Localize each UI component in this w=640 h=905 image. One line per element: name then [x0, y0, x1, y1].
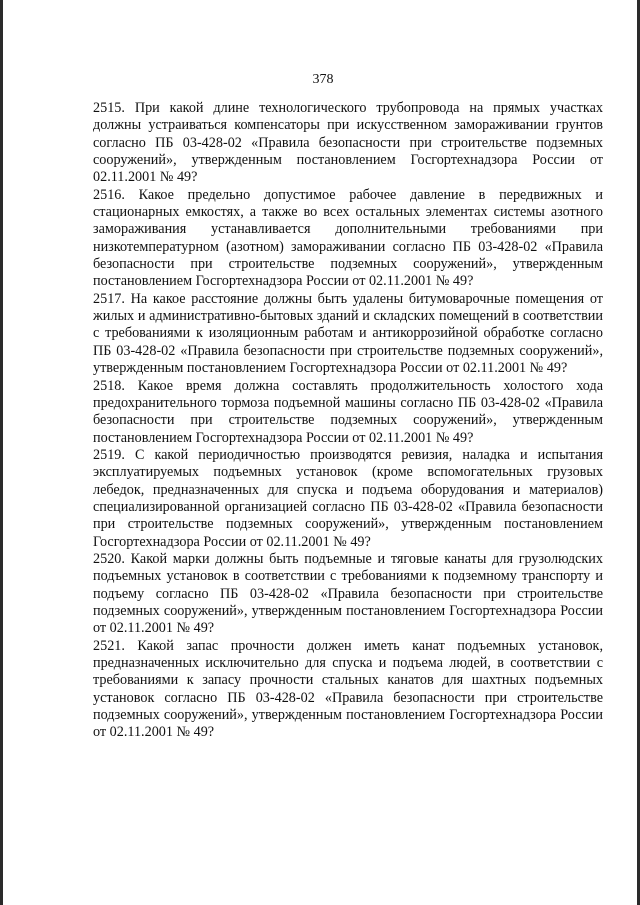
question-2516: 2516. Какое предельно допустимое рабочее давление в передвижных и стационарных емкостях, а также во всех остальных элементах системы азотного замораживания устанавливается дополнительными требованиями при низкотемпературном (азотном) замораживании согласно ПБ 03-428-02 «Правила безопасности при строительстве подземных сооружений», утвержденным постановлением Госгортехнадзора России от 02.11.2001 № 49?	[93, 186, 603, 290]
question-2515: 2515. При какой длине технологического трубопровода на прямых участках должны устраиваться компенсаторы при искусственном замораживании грунтов согласно ПБ 03-428-02 «Правила безопасности при строительстве подземных сооружений», утвержденным постановлением Госгортехнадзора России от 02.11.2001 № 49?	[93, 100, 603, 186]
question-2519: 2519. С какой периодичностью производятся ревизия, наладка и испытания эксплуатируемых подъемных установок (кроме вспомогательных грузовых лебедок, предназначенных для спуска и подъема оборудования и материалов) специализированной организацией согласно ПБ 03-428-02 «Правила безопасности при строительстве подземных сооружений», утвержденным постановлением Госгортехнадзора России от 02.11.2001 № 49?	[93, 446, 603, 550]
question-2517: 2517. На какое расстояние должны быть удалены битумоварочные помещения от жилых и административно-бытовых зданий и складских помещений в соответствии с требованиями к изоляционным работам и антикоррозийной обработке согласно ПБ 03-428-02 «Правила безопасности при строительстве подземных сооружений», утвержденным постановлением Госгортехнадзора России от 02.11.2001 № 49?	[93, 290, 603, 377]
page-number: 378	[312, 72, 334, 87]
question-2518: 2518. Какое время должна составлять продолжительность холостого хода предохранительного тормоза подъемной машины согласно ПБ 03-428-02 «Правила безопасности при строительстве подземных сооружений», утвержденным постановлением Госгортехнадзора России от 02.11.2001 № 49?	[93, 377, 603, 446]
question-2520: 2520. Какой марки должны быть подъемные и тяговые канаты для грузолюдских подъемных установок в соответствии с требованиями к подземному транспорту и подъему согласно ПБ 03-428-02 «Правила безопасности при строительстве подземных сооружений», утвержденным постановлением Госгортехнадзора России от 02.11.2001 № 49?	[93, 550, 603, 637]
question-2521: 2521. Какой запас прочности должен иметь канат подъемных установок, предназначенных исключительно для спуска и подъема людей, в соответствии с требованиями к запасу прочности стальных канатов для шахтных подъемных установок согласно ПБ 03-428-02 «Правила безопасности при строительстве подземных сооружений», утвержденным постановлением Госгортехнадзора России от 02.11.2001 № 49?	[93, 637, 603, 741]
question-list	[93, 100, 603, 742]
